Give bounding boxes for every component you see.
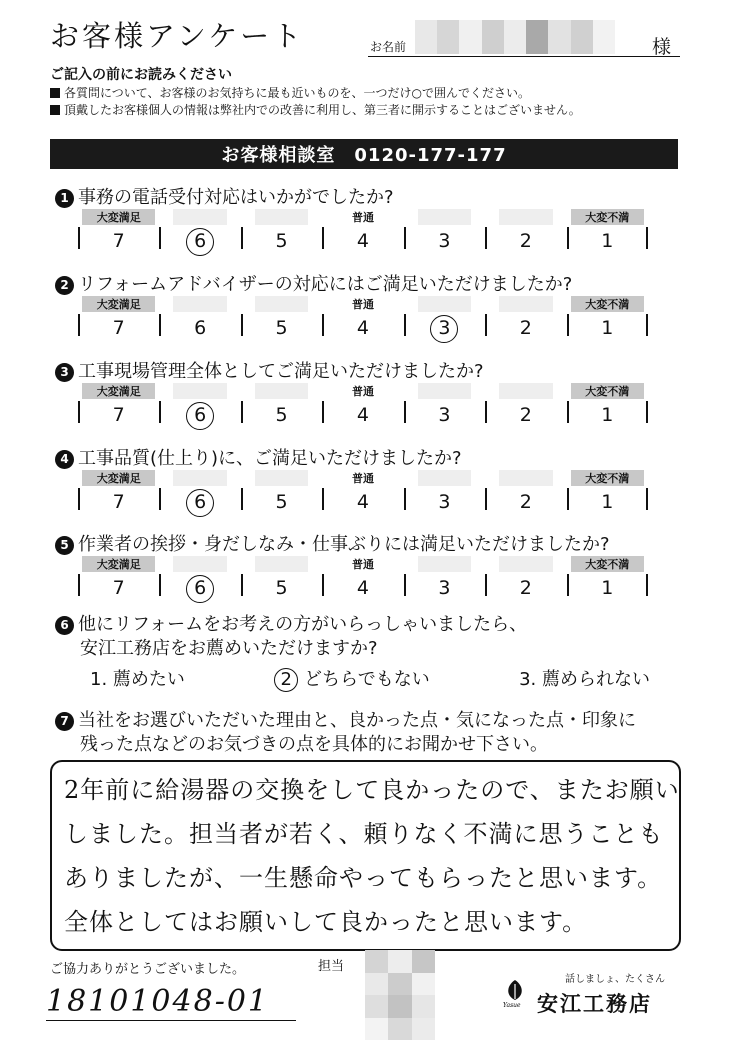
option-neutral[interactable]: 2 どちらでもない (274, 665, 430, 692)
rating-option-7[interactable] (78, 314, 159, 342)
scale-label-worst: 大変不満 (571, 296, 644, 312)
rating-value: 3 (438, 404, 451, 426)
rating-scale (78, 556, 648, 602)
rating-option-7[interactable] (78, 401, 159, 429)
scale-label-worst: 大変不満 (571, 470, 644, 486)
rating-option-2[interactable] (485, 227, 566, 255)
rating-option-4[interactable] (322, 401, 403, 429)
scale-label-worst: 大変不満 (571, 383, 644, 399)
question-6-text: 6 他にリフォームをお考えの方がいらっしゃいましたら、 (55, 610, 527, 636)
question-number-badge: 4 (55, 450, 74, 469)
scale-header-shade (418, 383, 471, 399)
rating-value: 5 (275, 577, 288, 599)
rating-option-6[interactable] (159, 574, 240, 602)
selected-rating: 3 (430, 315, 458, 343)
square-bullet-icon (50, 88, 60, 98)
rating-option-4[interactable] (322, 574, 403, 602)
question-number-badge: 7 (55, 712, 74, 731)
scale-header-shade (418, 470, 471, 486)
question-number-badge: 3 (55, 363, 74, 382)
rating-value: 2 (519, 491, 532, 513)
question-6-options (90, 665, 650, 692)
rating-option-2[interactable] (485, 401, 566, 429)
question-1-text: 1 事務の電話受付対応はいかがでしたか? (55, 183, 394, 209)
rating-option-1[interactable] (567, 314, 648, 342)
rating-value: 1 (601, 317, 614, 339)
rating-scale (78, 383, 648, 429)
rating-option-7[interactable] (78, 488, 159, 516)
scale-label-middle: 普通 (351, 385, 374, 398)
scale-header-shade (418, 209, 471, 225)
code-underline (46, 1020, 296, 1021)
rating-value: 5 (275, 317, 288, 339)
rating-value: 1 (601, 491, 614, 513)
handwritten-line: 全体としてはお願いして良かったと思います。 (64, 908, 588, 936)
scale-header-shade (499, 209, 552, 225)
question-number-badge: 5 (55, 536, 74, 555)
leaf-logo-icon (502, 978, 528, 1008)
rating-value: 2 (519, 404, 532, 426)
question-4-text: 4 工事品質(仕上り)に、ご満足いただけましたか? (55, 444, 462, 470)
scale-header-shade (173, 296, 226, 312)
rating-value: 4 (356, 230, 370, 252)
scale-header-shade (255, 470, 308, 486)
rating-option-1[interactable] (567, 574, 648, 602)
rating-value: 3 (438, 230, 451, 252)
rating-value: 5 (275, 491, 288, 513)
scale-header-shade (499, 296, 552, 312)
rating-option-1[interactable] (567, 488, 648, 516)
rating-option-5[interactable] (241, 488, 322, 516)
scale-header-shade (418, 296, 471, 312)
rating-option-6[interactable] (159, 488, 240, 516)
rating-option-5[interactable] (241, 401, 322, 429)
scale-header-shade (255, 296, 308, 312)
rating-value: 6 (194, 317, 207, 339)
scale-header-shade (173, 209, 226, 225)
rating-value: 4 (356, 491, 370, 513)
rating-option-3[interactable] (404, 488, 485, 516)
scale-label-best: 大変満足 (82, 209, 155, 225)
selected-rating: 6 (186, 402, 214, 430)
company-name: 安江工務店 (537, 992, 652, 1016)
staff-label: 担当 (318, 959, 345, 974)
question-number-badge: 6 (55, 616, 74, 635)
scale-label-middle: 普通 (351, 558, 374, 571)
scale-label-middle: 普通 (351, 298, 374, 311)
question-2-text: 2 リフォームアドバイザーの対応にはご満足いただけましたか? (55, 270, 572, 296)
question-7-text: 7 当社をお選びいただいた理由と、良かった点・気になった点・印象に (55, 706, 636, 732)
rating-value: 7 (112, 230, 125, 252)
comment-box[interactable] (50, 760, 681, 951)
rating-value: 1 (601, 404, 614, 426)
rating-option-5[interactable] (241, 574, 322, 602)
scale-header-shade (255, 383, 308, 399)
rating-option-2[interactable] (485, 488, 566, 516)
scale-header-shade (499, 556, 552, 572)
rating-option-2[interactable] (485, 314, 566, 342)
scale-label-best: 大変満足 (82, 296, 155, 312)
scale-header-shade (499, 470, 552, 486)
option-not-recommend[interactable]: 3. 薦められない (519, 669, 650, 690)
rating-option-5[interactable] (241, 227, 322, 255)
scale-header-shade (173, 556, 226, 572)
rating-option-6[interactable] (159, 314, 240, 342)
scale-header-shade (255, 209, 308, 225)
scale-label-worst: 大変不満 (571, 209, 644, 225)
question-number-badge: 2 (55, 276, 74, 295)
scale-label-best: 大変満足 (82, 470, 155, 486)
svg-text:Yasue: Yasue (503, 1002, 521, 1008)
rating-scale (78, 209, 648, 255)
rating-option-3[interactable] (404, 314, 485, 342)
rating-option-5[interactable] (241, 314, 322, 342)
rating-value: 7 (112, 317, 125, 339)
rating-value: 2 (519, 230, 532, 252)
rating-option-4[interactable] (322, 227, 403, 255)
notice-item: 頂戴したお客様個人の情報は弊社内での改善に利用し、第三者に開示することはございません。 (50, 101, 581, 118)
square-bullet-icon (50, 105, 60, 115)
rating-value: 4 (356, 317, 370, 339)
company-tagline: 話しましょ、たくさん (565, 974, 665, 985)
handwritten-line: ありましたが、一生懸命やってもらったと思います。 (64, 864, 663, 892)
rating-value: 2 (519, 317, 532, 339)
rating-value: 5 (275, 404, 288, 426)
rating-option-2[interactable] (485, 574, 566, 602)
rating-option-3[interactable] (404, 401, 485, 429)
notice-item: 各質問について、お客様のお気持ちに最も近いものを、一つだけ○で囲んでください。 (50, 84, 530, 101)
form-title: お客様アンケート (50, 19, 305, 53)
selected-circle-mark: 2 (274, 668, 298, 692)
name-suffix: 様 (652, 36, 672, 58)
rating-option-6[interactable] (159, 227, 240, 255)
rating-option-1[interactable] (567, 227, 648, 255)
rating-value: 3 (438, 577, 451, 599)
scale-header-shade (173, 470, 226, 486)
rating-value: 1 (601, 230, 614, 252)
rating-option-7[interactable] (78, 574, 159, 602)
notice-title: ご記入の前にお読みください (50, 67, 232, 83)
name-underline (368, 56, 680, 57)
scale-header-shade (255, 556, 308, 572)
rating-value: 7 (112, 404, 125, 426)
rating-scale (78, 296, 648, 342)
rating-option-7[interactable] (78, 227, 159, 255)
rating-option-3[interactable] (404, 227, 485, 255)
scale-label-worst: 大変不満 (571, 556, 644, 572)
question-6-text-line2: 安江工務店をお薦めいただけますか? (80, 638, 378, 659)
selected-rating: 6 (186, 575, 214, 603)
rating-option-6[interactable] (159, 401, 240, 429)
scale-header-shade (499, 383, 552, 399)
name-label: お名前 (370, 40, 407, 54)
rating-value: 2 (519, 577, 532, 599)
thanks-message: ご協力ありがとうございました。 (50, 962, 246, 977)
option-recommend[interactable]: 1. 薦めたい (90, 669, 185, 690)
rating-option-4[interactable] (322, 314, 403, 342)
selected-rating: 6 (186, 228, 214, 256)
scale-label-best: 大変満足 (82, 383, 155, 399)
question-number-badge: 1 (55, 189, 74, 208)
redacted-name (415, 20, 615, 54)
question-5-text: 5 作業者の挨拶・身だしなみ・仕事ぶりには満足いただけましたか? (55, 530, 610, 556)
rating-value: 4 (356, 404, 370, 426)
scale-label-middle: 普通 (351, 211, 374, 224)
rating-value: 1 (601, 577, 614, 599)
scale-label-best: 大変満足 (82, 556, 155, 572)
handwritten-line: しました。担当者が若く、頼りなく不満に思うことも (64, 820, 664, 848)
rating-option-4[interactable] (322, 488, 403, 516)
rating-option-3[interactable] (404, 574, 485, 602)
rating-value: 7 (112, 491, 125, 513)
rating-value: 4 (356, 577, 370, 599)
handwritten-line: 2年前に給湯器の交換をして良かったので、またお願い (64, 776, 680, 804)
contact-banner: お客様相談室 0120-177-177 (50, 139, 678, 169)
scale-label-middle: 普通 (351, 472, 374, 485)
handwritten-code: 18101048-01 (46, 984, 270, 1019)
selected-rating: 6 (186, 489, 214, 517)
rating-value: 3 (438, 491, 451, 513)
rating-scale (78, 470, 648, 516)
redacted-staff (365, 950, 435, 1040)
scale-header-shade (173, 383, 226, 399)
question-7-text-line2: 残った点などのお気づきの点を具体的にお聞かせ下さい。 (80, 734, 548, 755)
rating-value: 7 (112, 577, 125, 599)
rating-value: 5 (275, 230, 288, 252)
scale-header-shade (418, 556, 471, 572)
rating-option-1[interactable] (567, 401, 648, 429)
question-3-text: 3 工事現場管理全体としてご満足いただけましたか? (55, 357, 484, 383)
